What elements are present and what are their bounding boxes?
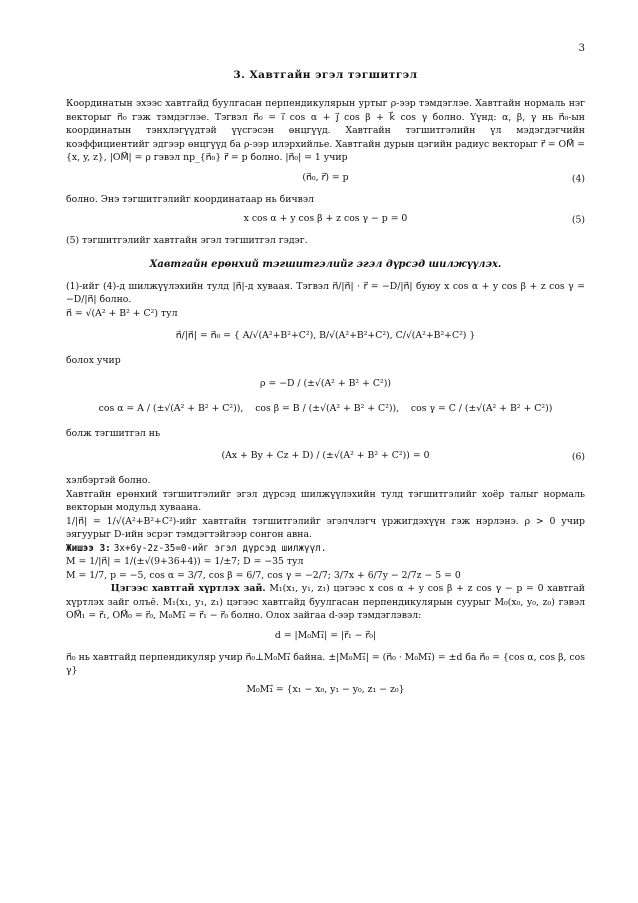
equation-cos-alpha: cos α = A / (±√(A² + B² + C²)), (98, 402, 244, 414)
intro-paragraph: Координатын эхээс хавтгайд буулгасан перпендикулярын уртыг ρ-ээр тэмдэглэе. Хавтгайн нормаль нэг векторыг n⃗₀ гэж тэмдэглэе. Тэгвэл n⃗₀ = i⃗ cos α + j⃗ cos β + k⃗ cos γ болно. Үүнд: α, β, γ нь n⃗₀-ын координатын тэнхлэгүүдтэй үүсгэсэн өнцгүүд. Хавтгайн тэгшитгэлийн үл мэдэгдэгчийн коэффициентийг эдгээр өнцгүүд ба ρ-ээр илэрхийлье. Хавтгайн дурын цэгийн радиус векторыг r⃗ = OM⃗ = {x, y, z}, |OM⃗| = ρ гэвэл np_{n⃗₀} r⃗ = p болно. |n⃗₀| = 1 учир (66, 98, 585, 164)
text-after-eq5: (5) тэгшитгэлийг хавтгайн эгэл тэгшитгэл гэдэг. (66, 235, 308, 247)
equation-6-number: (6) (571, 451, 585, 463)
subsection-title: Хавтгайн ерөнхий тэгшитгэлийг эгэл дүрсэд шилжүүлэх. (149, 258, 502, 270)
transform-paragraph: (1)-ийг (4)-д шилжүүлэхийн тулд |n⃗|-д хуваая. Тэгвэл n⃗/|n⃗| · r⃗ = −D/|n⃗| буюу x cos α + y cos β + z cos γ = −D/|n⃗| болно. (66, 281, 585, 306)
norm-line: n⃗ = √(A² + B² + C²) тул (66, 307, 178, 319)
page-content (66, 68, 585, 705)
example-line-1: M = 1/|n⃗| = 1/(±√(9+36+4)) = 1/±7; D = −35 тул (66, 556, 304, 568)
distance-paragraph: M₁(x₁, y₁, z₁) цэгээс x cos α + y cos β + z cos γ − p = 0 хавтгай хүртлэх зайг олъё. M₁(x₁, y₁, z₁) цэгээс хавтгайд буулгасан перпендикулярын суурыг M₀(x₀, y₀, z₀) гэвэл OM⃗₁ = r⃗₁, OM⃗₀ = r⃗₀, M₀M₁⃗ = r⃗₁ − r⃗₀ болно. Олох зайгаа d-ээр тэмдэглэвэл: (66, 583, 585, 622)
normalizer-paragraph: 1/|n⃗| = 1/√(A²+B²+C²)-ийг хавтгайн тэгшитгэлийг эгэлчлэгч үржигдэхүүн гэж нэрлэнэ. ρ > 0 учир эягуурыг D-ийн эсрэг тэмдэгтэйгээр сонгон авна. (66, 515, 585, 541)
equation-cosines (66, 402, 585, 418)
equation-final-body: M₀M₁⃗ = {x₁ − x₀, y₁ − y₀, z₁ − z₀} (246, 684, 405, 696)
example-line-2: M = 1/7, p = −5, cos α = 3/7, cos β = 6/7, cos γ = −2/7; 3/7x + 6/7y − 2/7z − 5 = 0 (66, 569, 461, 581)
equation-5 (66, 212, 585, 228)
distance-section (66, 582, 585, 622)
example-label: Жишээ 3: (66, 542, 111, 554)
distance-heading: Цэгээс хавтгай хүртлэх зай. (110, 583, 266, 595)
text-bolj: болж тэгшитгэл нь (66, 427, 161, 439)
equation-unit-vector (66, 329, 585, 345)
equation-5-body: x cos α + y cos β + z cos γ − p = 0 (243, 213, 408, 225)
equation-4-number: (4) (571, 172, 585, 184)
normalization-paragraph: Хавтгайн ерөнхий тэгшитгэлийг эгэл дүрсэд шилжүүлэхийн тулд тэгшитгэлийг хоёр талыг нормаль векторын модульд хуваана. (66, 488, 585, 514)
equation-4 (66, 171, 585, 187)
example-text: 3x+6y-2z-35=0-ийг эгэл дүрсэд шилжүүл. (113, 542, 327, 554)
equation-rho-body: ρ = −D / (±√(A² + B² + C²)) (260, 377, 391, 389)
equation-cos-gamma: cos γ = C / (±√(A² + B² + C²)) (410, 402, 553, 414)
example-statement (66, 542, 585, 555)
text-bolokh: болох учир (66, 355, 121, 367)
equation-unit-vector-body: n⃗/|n⃗| = n⃗₀ = { A/√(A²+B²+C²), B/√(A²+B²+C²), C/√(A²+B²+C²) } (175, 330, 476, 342)
equation-distance (66, 629, 585, 645)
equation-6 (66, 449, 585, 465)
equation-distance-body: d = |M₀M₁⃗| = |r⃗₁ − r⃗₀| (274, 629, 377, 641)
equation-5-number: (5) (571, 214, 585, 226)
text-after-eq6: хэлбэртэй болно. (66, 475, 151, 487)
final-paragraph: n⃗₀ нь хавтгайд перпендикуляр учир n⃗₀⊥M₀M₁⃗ байна. ±|M₀M₁⃗| = (n⃗₀ · M₀M₁⃗) = ±d ба n⃗₀ = {cos α, cos β, cos γ} (66, 651, 585, 676)
text-after-eq4: болно. Энэ тэгшитгэлийг координатаар нь бичвэл (66, 193, 314, 205)
equation-final (66, 683, 585, 699)
equation-6-body: (Ax + By + Cz + D) / (±√(A² + B² + C²)) = 0 (221, 450, 430, 462)
section-title: 3. Хавтгайн эгэл тэгшитгэл (233, 69, 418, 81)
equation-cos-beta: cos β = B / (±√(A² + B² + C²)), (255, 402, 400, 414)
page-number: 3 (578, 43, 585, 54)
equation-rho (66, 377, 585, 393)
equation-4-body: (n⃗₀, r⃗) = p (302, 171, 349, 183)
